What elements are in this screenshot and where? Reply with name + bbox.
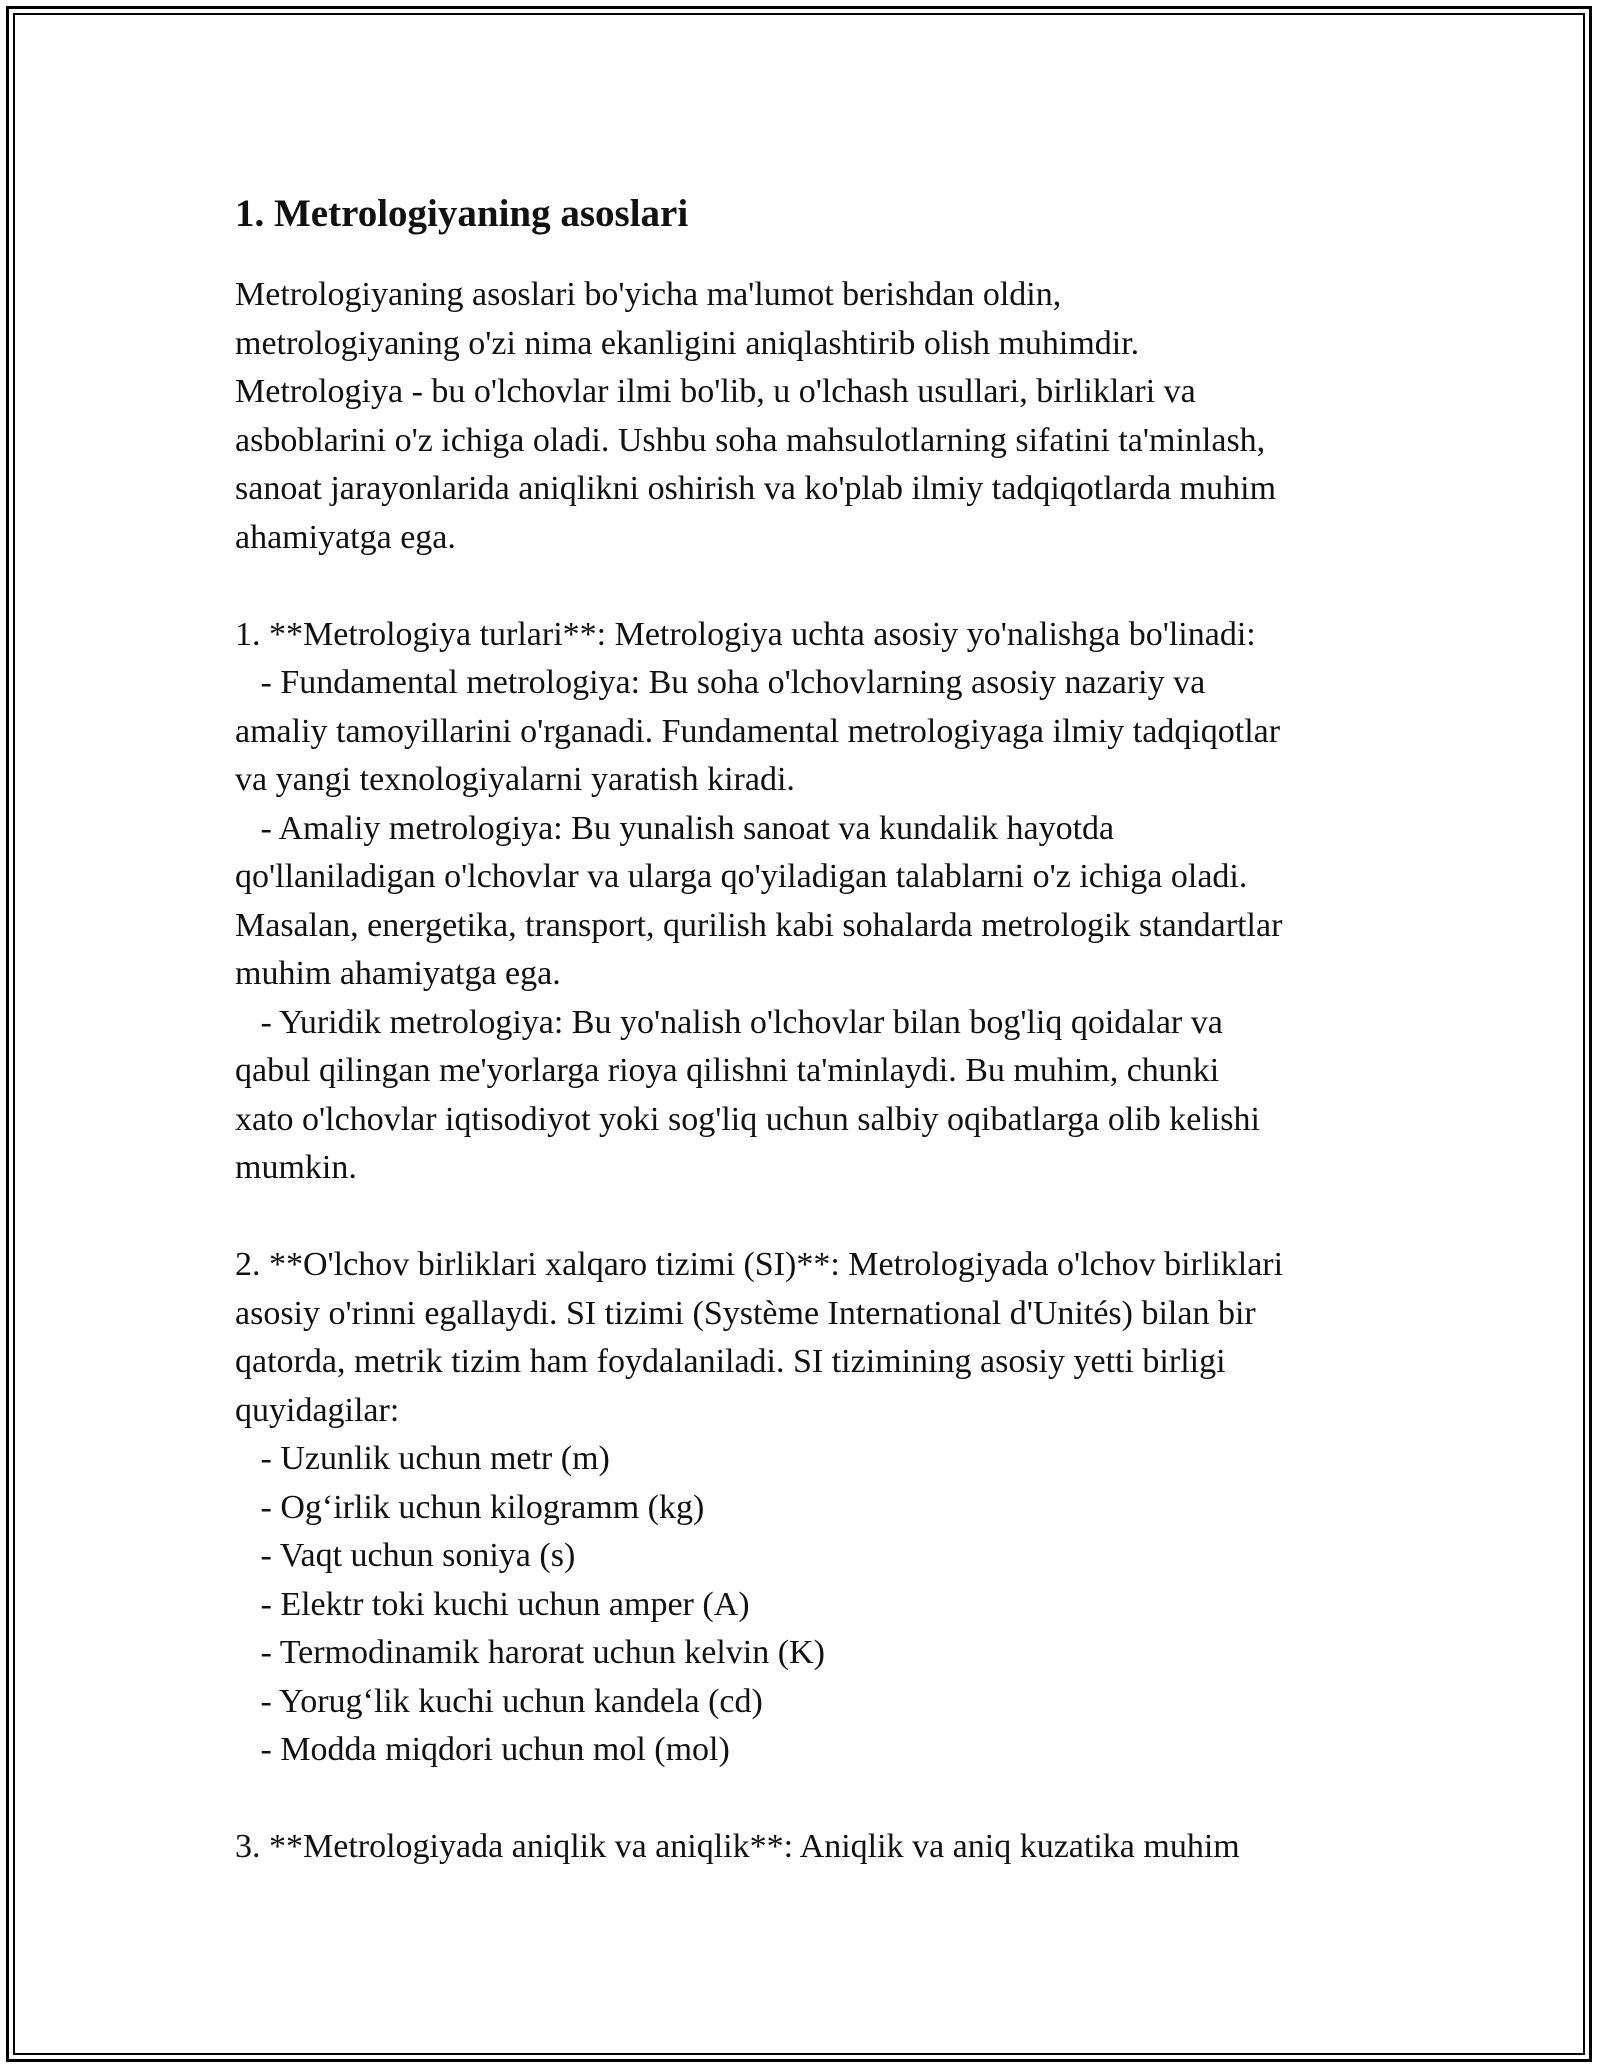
section-heading: 1. Metrologiyaning asoslari bbox=[235, 192, 689, 235]
metrology-types-paragraph: 1. **Metrologiya turlari**: Metrologiya uchta asosiy yo'nalishga bo'linadi: - Fundamental metrologiya: Bu soha o'lchovlarning asosiy nazariy va amaliy tamoyillarini o'rganadi. Fundamental metrologiyaga ilmiy tadqiqotlar va yangi texnologiyalarni yaratish kiradi. - Amaliy metrologiya: Bu yunalish sanoat va kundalik hayotda qo'llaniladigan o'lchovlar va ularga qo'yiladigan talablarni o'z ichiga oladi. Masalan, energetika, transport, qurilish kabi sohalarda metrologik standartlar muhim ahamiyatga ega. - Yuridik metrologiya: Bu yo'nalish o'lchovlar bilan bog'liq qoidalar va qabul qilingan me'yorlarga rioya qilishni ta'minlaydi. Bu muhim, chunki xato o'lchovlar iqtisodiyot yoki sog'liq uchun salbiy oqibatlarga olib kelishi mumkin. bbox=[235, 615, 1283, 1186]
paragraph-gap bbox=[235, 1775, 1395, 1824]
accuracy-paragraph: 3. **Metrologiyada aniqlik va aniqlik**: Aniqlik va aniq kuzatika muhim bbox=[235, 1828, 1240, 1865]
intro-paragraph: Metrologiyaning asoslari bo'yicha ma'lumot berishdan oldin, metrologiyaning o'zi nima ekanligini aniqlashtirib olish muhimdir. Metrologiya - bu o'lchovlar ilmi bo'lib, u o'lchash usullari, birliklari va asboblarini o'z ichiga oladi. Ushbu soha mahsulotlarning sifatini ta'minlash, sanoat jarayonlarida aniqlikni oshirish va ko'plab ilmiy tadqiqotlarda muhim ahamiyatga ega. bbox=[235, 276, 1277, 556]
paragraph-gap bbox=[235, 1193, 1395, 1242]
si-units-paragraph: 2. **O'lchov birliklari xalqaro tizimi (SI)**: Metrologiyada o'lchov birliklari asosiy o'rinni egallaydi. SI tizimi (Système International d'Unités) bilan bir qatorda, metrik tizim ham foydalaniladi. SI tizimining asosiy yetti birligi quyidagilar: - Uzunlik uchun metr (m) - Og‘irlik uchun kilogramm (kg) - Vaqt uchun soniya (s) - Elektr toki kuchi uchun amper (A) - Termodinamik harorat uchun kelvin (K) - Yorug‘lik kuchi uchun kandela (cd) - Modda miqdori uchun mol (mol) bbox=[235, 1246, 1284, 1768]
paragraph-gap bbox=[235, 562, 1395, 611]
document-body bbox=[235, 185, 1395, 1872]
